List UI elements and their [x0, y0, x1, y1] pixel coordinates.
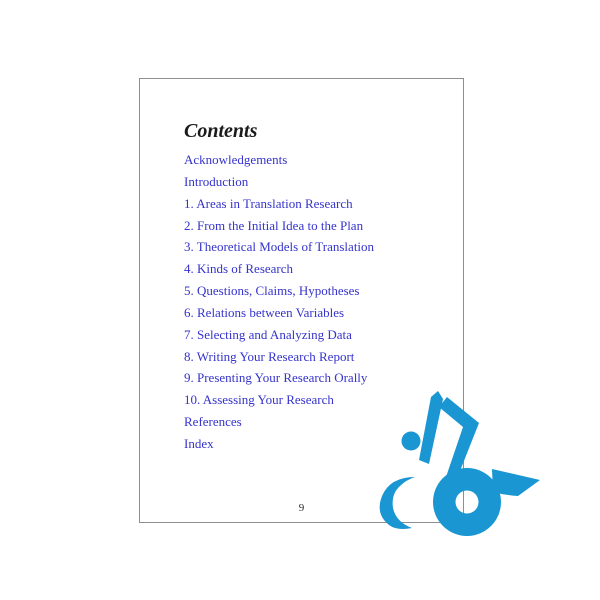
logo-wing-icon: [492, 469, 540, 496]
toc-link-chapter-4[interactable]: 4. Kinds of Research: [184, 261, 294, 277]
logo-hook-icon: [380, 477, 415, 529]
logo-chevron-icon: [439, 397, 479, 481]
toc-link-chapter-10[interactable]: 10. Assessing Your Research: [184, 392, 334, 408]
toc-link-index[interactable]: Index: [184, 435, 214, 451]
toc-link-chapter-7[interactable]: 7. Selecting and Analyzing Data: [184, 326, 352, 342]
contents-title: Contents: [184, 120, 258, 142]
toc-link-references[interactable]: References: [184, 414, 242, 430]
toc-link-acknowledgements[interactable]: Acknowledgements: [184, 152, 288, 167]
toc-link-chapter-3[interactable]: 3. Theoretical Models of Translation: [184, 239, 375, 255]
toc-link-chapter-2[interactable]: 2. From the Initial Idea to the Plan: [184, 217, 364, 233]
toc-link-chapter-8[interactable]: 8. Writing Your Research Report: [184, 348, 355, 364]
page-number: 9: [298, 502, 305, 514]
toc-link-chapter-5[interactable]: 5. Questions, Claims, Hypotheses: [184, 283, 360, 299]
logo-ring-icon: [433, 468, 501, 536]
table-of-contents: [184, 149, 374, 455]
toc-link-chapter-9[interactable]: 9. Presenting Your Research Orally: [184, 370, 368, 386]
logo-left-band-icon: [419, 391, 443, 464]
toc-link-chapter-6[interactable]: 6. Relations between Variables: [184, 304, 345, 320]
publisher-logo-icon: [368, 380, 545, 540]
toc-link-introduction[interactable]: Introduction: [184, 173, 249, 189]
toc-link-chapter-1[interactable]: 1. Areas in Translation Research: [184, 195, 353, 211]
logo-dot-icon: [402, 432, 421, 451]
